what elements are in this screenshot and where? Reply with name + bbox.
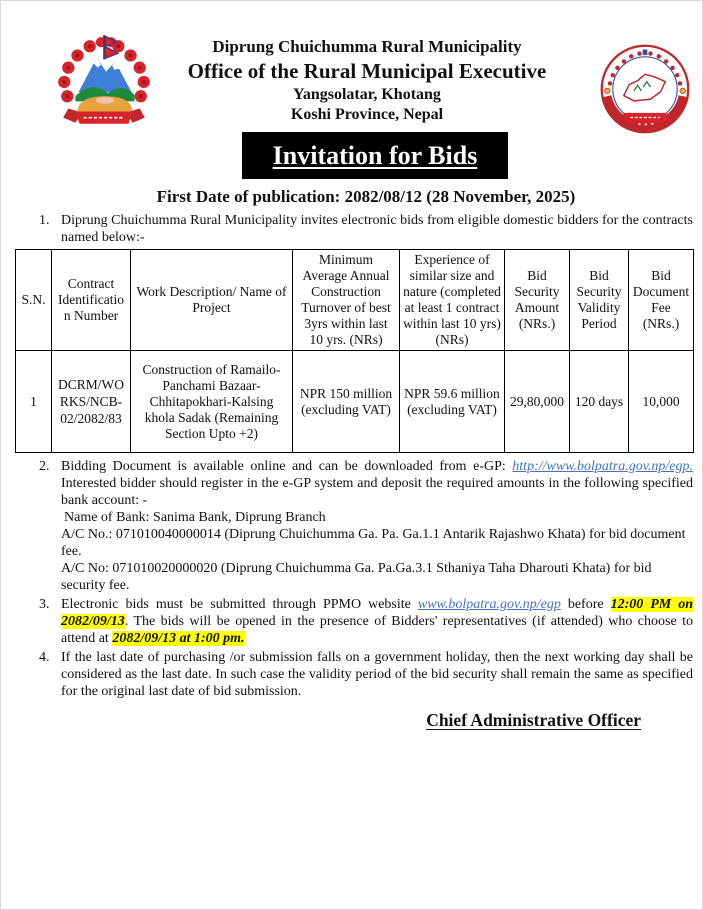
ppmo-link[interactable]: www.bolpatra.gov.np/egp (417, 597, 561, 612)
clause-3-text (61, 596, 693, 647)
col-header-document-fee: Bid Document Fee (NRs.) (629, 250, 694, 351)
col-header-experience: Experience of similar size and nature (completed at least 1 contract within last 10 yrs) (NRs) (400, 250, 505, 351)
clause-2-text (61, 458, 693, 594)
account-line-2: A/C No: 071010020000020 (Diprung Chuichumma Ga. Pa.Ga.3.1 Sthaniya Taha Dharouti Khata) for bid security fee. (61, 561, 652, 593)
clause-1-text: Diprung Chuichumma Rural Municipality invites electronic bids from eligible domestic bidders for the contracts named below:- (61, 213, 693, 245)
col-header-bid-validity: Bid Security Validity Period (570, 250, 629, 351)
clause-4-number: 4. (39, 650, 50, 665)
clause-1 (15, 212, 693, 246)
letterhead (151, 37, 583, 124)
clause-3-before-highlight: before (560, 597, 611, 612)
clause-1-number: 1. (39, 213, 50, 228)
col-header-turnover: Minimum Average Annual Construction Turnover of best 3yrs within last 10 yrs. (NRs) (293, 250, 400, 351)
col-header-contract-id: Contract Identification Number (52, 250, 131, 351)
invitation-banner (242, 132, 508, 179)
bid-table-header-row (16, 250, 694, 351)
cell-turnover: NPR 150 million (excluding VAT) (293, 351, 400, 453)
clause-4-text: If the last date of purchasing /or submission falls on a government holiday, then the next working day shall be considered as the last date. In such case the validity period of the bid security shall remain the same as specified for the original last date of bid submission. (61, 650, 693, 699)
clause-2-after-link: Interested bidder should register in the e-GP system and deposit the required amounts in the following specified bank account: - (61, 476, 693, 508)
signature-line (15, 712, 693, 729)
clause-3-mid: . The bids will be opened in the presence of Bidders' representatives (if attended) who choose to attend at (61, 614, 693, 646)
clause-2-number: 2. (39, 459, 50, 474)
cell-sn: 1 (16, 351, 52, 453)
bank-name-line: Name of Bank: Sanima Bank, Diprung Branch (64, 510, 326, 525)
office-address: Yangsolatar, Khotang (293, 85, 441, 103)
cell-work-description: Construction of Ramailo-Panchami Bazaar-Chhitapokhari-Kalsing khola Sadak (Remaining Section Upto +2) (131, 351, 293, 453)
cell-bid-validity: 120 days (570, 351, 629, 453)
clause-2-lead: Bidding Document is available online and can be downloaded from e-GP: (61, 459, 513, 474)
col-header-bid-security-amount: Bid Security Amount (NRs.) (505, 250, 570, 351)
publication-date-line: First Date of publication: 2082/08/12 (28 November, 2025) (156, 187, 576, 206)
office-name: Office of the Rural Municipal Executive (187, 58, 547, 83)
cell-document-fee: 10,000 (629, 351, 694, 453)
col-header-work-description: Work Description/ Name of Project (131, 250, 293, 351)
submission-deadline-highlight: 12:00 PM on 2082/09/13 (61, 597, 693, 629)
cell-experience: NPR 59.6 million (excluding VAT) (400, 351, 505, 453)
clause-3 (15, 596, 693, 647)
bid-table (15, 249, 694, 453)
bid-table-row (16, 351, 694, 453)
opening-time-highlight: 2082/09/13 at 1:00 pm. (112, 631, 245, 646)
signatory-title: Chief Administrative Officer (426, 710, 641, 730)
office-province: Koshi Province, Nepal (290, 106, 444, 124)
clause-4 (15, 649, 693, 700)
egp-link[interactable]: http://www.bolpatra.gov.np/egp. (512, 459, 693, 474)
cell-bid-security-amount: 29,80,000 (505, 351, 570, 453)
account-line-1: A/C No.: 071010040000014 (Diprung Chuichumma Ga. Pa. Ga.1.1 Antarik Rajashwo Khata) for bid document fee. (61, 527, 686, 559)
nepal-government-emblem-icon (53, 33, 155, 135)
clause-2 (15, 458, 693, 594)
municipality-name: Diprung Chuichumma Rural Municipality (212, 37, 522, 56)
document-body (15, 212, 693, 729)
clause-3-lead: Electronic bids must be submitted through PPMO website (61, 597, 418, 612)
col-header-sn: S.N. (16, 250, 52, 351)
cell-contract-id: DCRM/WORKS/NCB-02/2082/83 (52, 351, 131, 453)
municipality-seal-icon (599, 43, 691, 135)
banner-title: Invitation for Bids (272, 140, 478, 170)
clause-3-number: 3. (39, 597, 50, 612)
